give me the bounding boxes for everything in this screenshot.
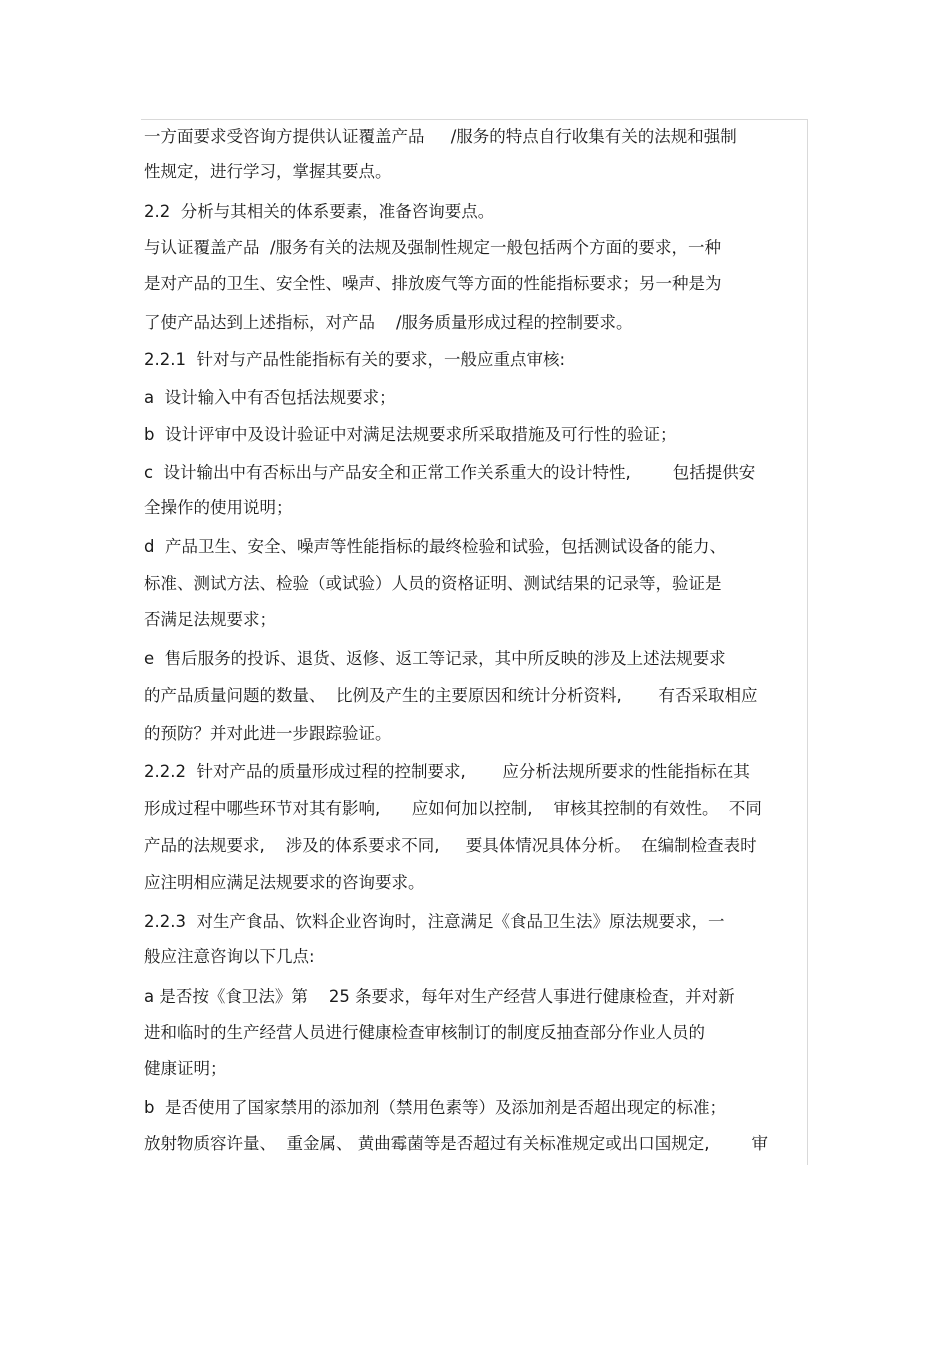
list-item-b-2: b 是否使用了国家禁用的添加剂（禁用色素等）及添加剂是否超出现定的标准； [144, 1098, 726, 1117]
text-line-4: 与认证覆盖产品 /服务有关的法规及强制性规定一般包括两个方面的要求，一种 [144, 238, 722, 257]
text-line-23: 般应注意咨询以下几点: [144, 947, 315, 966]
list-item-c: c 设计输出中有否标出与产品安全和正常工作关系重大的设计特性, 包括提供安 [144, 463, 756, 482]
text-line-14: 否满足法规要求； [144, 610, 276, 629]
text-line-1: 一方面要求受咨询方提供认证覆盖产品 /服务的特点自行收集有关的法规和强制 [144, 127, 737, 146]
section-heading-2-2-1: 2.2.1 针对与产品性能指标有关的要求，一般应重点审核: [144, 350, 566, 369]
text-line-28: 放射物质容许量、 重金属、 黄曲霉菌等是否超过有关标准规定或出口国规定, 审 [144, 1134, 768, 1153]
text-line-25: 进和临时的生产经营人员进行健康检查审核制订的制度反抽查部分作业人员的 [144, 1023, 705, 1042]
text-line-13: 标准、测试方法、检验（或试验）人员的资格证明、测试结果的记录等，验证是 [144, 574, 722, 593]
list-item-e: e 售后服务的投诉、退货、返修、返工等记录，其中所反映的涉及上述法规要求 [144, 649, 726, 668]
text-line-16: 的产品质量问题的数量、 比例及产生的主要原因和统计分析资料, 有否采取相应 [144, 686, 758, 705]
list-item-d: d 产品卫生、安全、噪声等性能指标的最终检验和试验，包括测试设备的能力、 [144, 537, 726, 556]
text-line-11: 全操作的使用说明； [144, 498, 293, 517]
text-line-17: 的预防？并对此进一步跟踪验证。 [144, 724, 392, 743]
text-frame-right-border [807, 119, 808, 1165]
section-heading-2-2: 2.2 分析与其相关的体系要素，准备咨询要点。 [144, 202, 495, 221]
text-line-5: 是对产品的卫生、安全性、噪声、排放废气等方面的性能指标要求；另一种是为 [144, 274, 722, 293]
text-line-26: 健康证明； [144, 1059, 227, 1078]
list-item-b: b 设计评审中及设计验证中对满足法规要求所采取措施及可行性的验证； [144, 425, 677, 444]
text-line-20: 产品的法规要求, 涉及的体系要求不同, 要具体情况具体分析。 在编制检查表时 [144, 836, 757, 855]
text-line-6: 了使产品达到上述指标，对产品 /服务质量形成过程的控制要求。 [144, 313, 633, 332]
body-text [144, 119, 807, 1165]
text-line-21: 应注明相应满足法规要求的咨询要求。 [144, 873, 425, 892]
list-item-a: a 设计输入中有否包括法规要求； [144, 388, 396, 407]
section-heading-2-2-3: 2.2.3 对生产食品、饮料企业咨询时，注意满足《食品卫生法》原法规要求，一 [144, 912, 725, 931]
list-item-a-2: a 是否按《食卫法》第 25 条要求，每年对生产经营人事进行健康检查，并对新 [144, 987, 735, 1006]
text-line-19: 形成过程中哪些环节对其有影响, 应如何加以控制, 审核其控制的有效性。 不同 [144, 799, 762, 818]
text-line-2: 性规定，进行学习，掌握其要点。 [144, 162, 392, 181]
section-heading-2-2-2: 2.2.2 针对产品的质量形成过程的控制要求, 应分析法规所要求的性能指标在其 [144, 762, 750, 781]
